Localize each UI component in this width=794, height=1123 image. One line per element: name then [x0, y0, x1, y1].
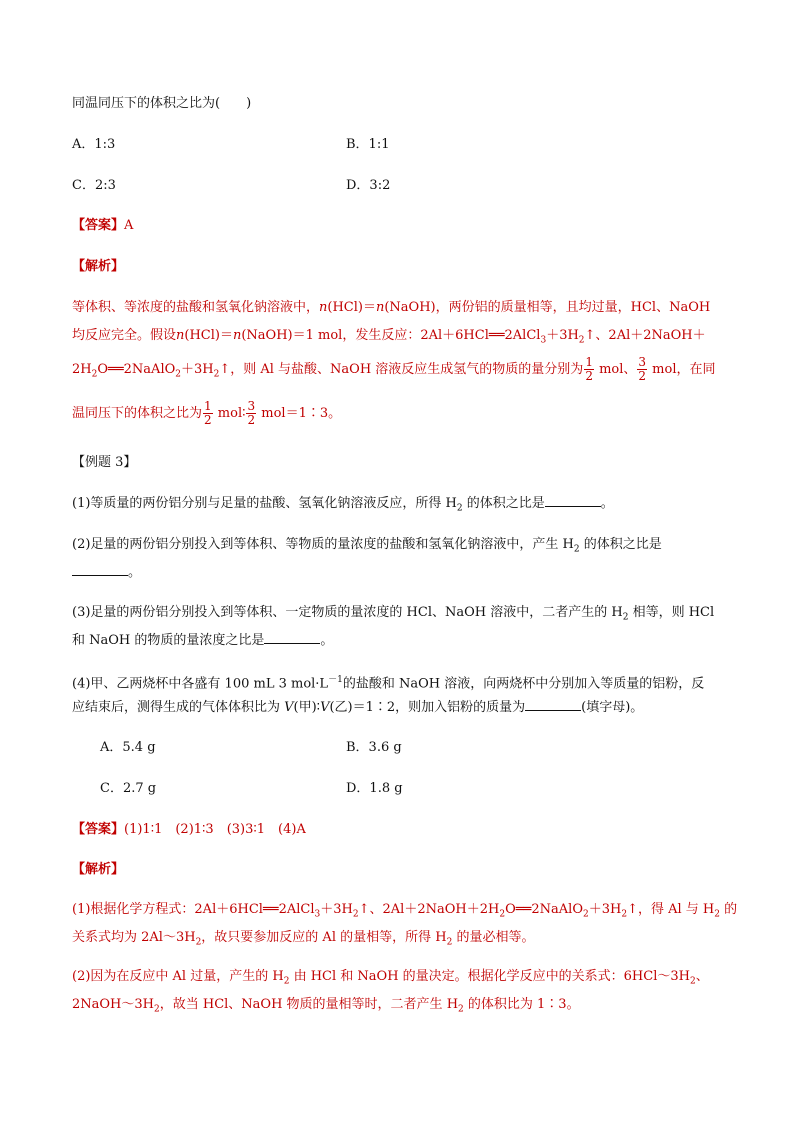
answer-value: (1)1∶1 (2)1∶3 (3)3∶1 (4)A	[124, 822, 306, 837]
text: 2NaOH～3H	[72, 997, 154, 1012]
stem-text: 同温同压下的体积之比为( )	[72, 96, 252, 111]
example-question-2-cont	[72, 563, 722, 583]
subscript: 3	[314, 909, 321, 920]
answer-blank	[545, 494, 601, 507]
text: O══2NaAlO	[97, 362, 176, 377]
subscript: 2	[283, 976, 290, 987]
text: mol＝1∶3。	[257, 406, 342, 421]
text: (4)甲、乙两烧杯中各盛有 100 mL 3 mol·L	[72, 676, 329, 692]
analysis-label: 【解析】	[72, 862, 125, 877]
text: ＋3H	[588, 902, 622, 917]
text: 的	[719, 902, 738, 917]
denominator: 2	[638, 369, 647, 383]
fraction	[637, 356, 647, 383]
example-analysis-2-cont	[72, 995, 722, 1020]
text: 由 HCl 和 NaOH 的量决定。根据化学反应中的关系式：6HCl～3H	[289, 969, 690, 984]
answer-line	[72, 216, 722, 236]
analysis-heading	[72, 257, 722, 277]
analysis-line-4	[72, 400, 722, 427]
subscript: 2	[689, 976, 696, 987]
example-question-4-cont	[72, 698, 722, 718]
numerator: 3	[247, 399, 256, 413]
denominator: 2	[247, 413, 256, 427]
text: ＋3H	[181, 362, 214, 377]
example-question-4	[72, 670, 722, 694]
numerator: 3	[638, 355, 647, 369]
text: 的量必相等。	[452, 930, 535, 945]
subscript: 2	[458, 1004, 464, 1015]
subscript: 2	[195, 937, 202, 948]
text: 2H	[72, 362, 92, 377]
text: 。	[320, 633, 334, 648]
example-question-3-cont	[72, 631, 722, 651]
subscript: 2	[213, 369, 220, 380]
text: n	[232, 328, 242, 343]
text: 的体积比为 1∶3。	[463, 997, 580, 1012]
text: (2)因为在反应中 Al 过量，产生的 H	[72, 969, 284, 984]
answer-label: 【答案】	[72, 218, 125, 233]
text: (HCl)＝	[184, 328, 233, 343]
text: 等体积、等浓度的盐酸和氢氧化钠溶液中，	[72, 300, 320, 315]
question-stem-tail	[72, 94, 722, 114]
superscript: －1	[328, 675, 343, 685]
answer-blank	[525, 698, 581, 711]
denominator: 2	[585, 369, 593, 383]
option-d: D．3:2	[346, 178, 391, 193]
text: ，故当 HCl、NaOH 物质的量相等时，二者产生 H	[159, 997, 459, 1012]
denominator: 2	[204, 413, 212, 427]
fraction	[246, 400, 256, 427]
subscript: 2	[578, 335, 585, 346]
text: (NaOH)＝1 mol，发生反应：2Al＋6HCl══2AlCl	[241, 328, 541, 343]
fraction	[584, 356, 594, 383]
answer-value: A	[124, 218, 134, 233]
text: 。	[600, 496, 614, 511]
example-question-2	[72, 535, 722, 560]
text: 。	[128, 565, 142, 580]
analysis-line-1	[72, 298, 722, 318]
text: O══2NaAlO	[505, 902, 583, 917]
subscript: 2	[582, 909, 589, 920]
text: mol、	[594, 362, 637, 377]
subscript: 2	[621, 909, 628, 920]
option-b: B．1:1	[346, 137, 390, 152]
text: 、	[695, 969, 709, 984]
answer-blank	[264, 631, 320, 644]
subscript: 2	[91, 369, 98, 380]
option-a: A．1:3	[72, 137, 116, 152]
text: 均反应完全。假设	[72, 328, 177, 343]
text: ↑，得 Al 与 H	[627, 902, 715, 917]
option-a: A．5.4 g	[100, 740, 156, 755]
example-title	[72, 453, 722, 473]
text: 的体积之比是	[462, 496, 545, 511]
text: V	[284, 700, 294, 715]
text: (2)足量的两份铝分别投入到等体积、等物质的量浓度的盐酸和氢氧化钠溶液中，产生 H	[72, 537, 574, 552]
text: mol∶	[213, 406, 246, 421]
text: (1)根据化学方程式：2Al＋6HCl══2AlCl	[72, 902, 315, 917]
subscript: 2	[714, 909, 720, 920]
text: ↑、2Al＋2NaOH＋2H	[358, 902, 500, 917]
numerator: 1	[204, 399, 212, 413]
option-c: C．2.7 g	[100, 781, 157, 796]
option-b: B．3.6 g	[346, 740, 402, 755]
text: 应结束后，测得生成的气体体积比为	[72, 700, 285, 715]
example-analysis-heading	[72, 860, 722, 880]
example-answer-line	[72, 820, 722, 840]
text: 的盐酸和 NaOH 溶液，向两烧杯中分别加入等质量的铝粉，反	[342, 676, 705, 692]
text: ＋3H	[320, 902, 353, 917]
subscript: 2	[456, 503, 463, 514]
subscript: 2	[446, 937, 453, 948]
text: 的体积之比是	[579, 537, 662, 552]
text: V	[320, 700, 330, 715]
example-question-1	[72, 494, 722, 519]
text: ＋3H	[546, 328, 579, 343]
answer-label: 【答案】	[72, 822, 125, 837]
analysis-label: 【解析】	[72, 259, 125, 274]
subscript: 2	[352, 909, 359, 920]
text: ↑、2Al＋2NaOH＋	[584, 328, 706, 343]
text: mol，在同	[648, 362, 716, 377]
text: 相等，则 HCl	[628, 605, 715, 620]
text: n	[375, 300, 385, 315]
text: (NaOH)，两份铝的质量相等，且均过量，HCl、NaOH	[384, 300, 711, 315]
fraction	[203, 400, 213, 427]
subscript: 2	[175, 369, 181, 380]
text: n	[176, 328, 185, 343]
text: ，故只要参加反应的 Al 的量相等，所得 H	[201, 930, 447, 945]
text: (甲)∶	[293, 700, 321, 715]
subscript: 3	[540, 335, 547, 346]
example-analysis-1-cont	[72, 928, 722, 953]
option-d: D．1.8 g	[346, 781, 403, 796]
numerator: 1	[585, 355, 593, 369]
analysis-line-3	[72, 356, 722, 385]
subscript: 2	[573, 544, 580, 555]
text: 关系式均为 2Al～3H	[72, 930, 196, 945]
text: (填字母)。	[581, 700, 644, 715]
subscript: 2	[622, 612, 629, 623]
analysis-line-2	[72, 326, 722, 351]
text: (1)等质量的两份铝分别与足量的盐酸、氢氧化钠溶液反应，所得 H	[72, 496, 457, 511]
example-analysis-1	[72, 900, 738, 925]
text: n	[319, 300, 328, 315]
example-question-3	[72, 603, 722, 628]
text: (乙)＝1∶2，则加入铝粉的质量为	[329, 700, 526, 715]
text: 温同压下的体积之比为	[72, 406, 203, 421]
option-c: C．2:3	[72, 178, 116, 193]
example-analysis-2	[72, 967, 722, 992]
title-text: 【例题 3】	[72, 455, 137, 470]
subscript: 2	[499, 909, 506, 920]
answer-blank	[72, 563, 128, 576]
text: (3)足量的两份铝分别投入到等体积、一定物质的量浓度的 HCl、NaOH 溶液中，二者产生的 H	[72, 605, 623, 620]
text: (HCl)＝	[327, 300, 376, 315]
text: 和 NaOH 的物质的量浓度之比是	[72, 633, 265, 648]
subscript: 2	[154, 1004, 160, 1015]
text: ↑，则 Al 与盐酸、NaOH 溶液反应生成氢气的物质的量分别为	[219, 362, 584, 377]
